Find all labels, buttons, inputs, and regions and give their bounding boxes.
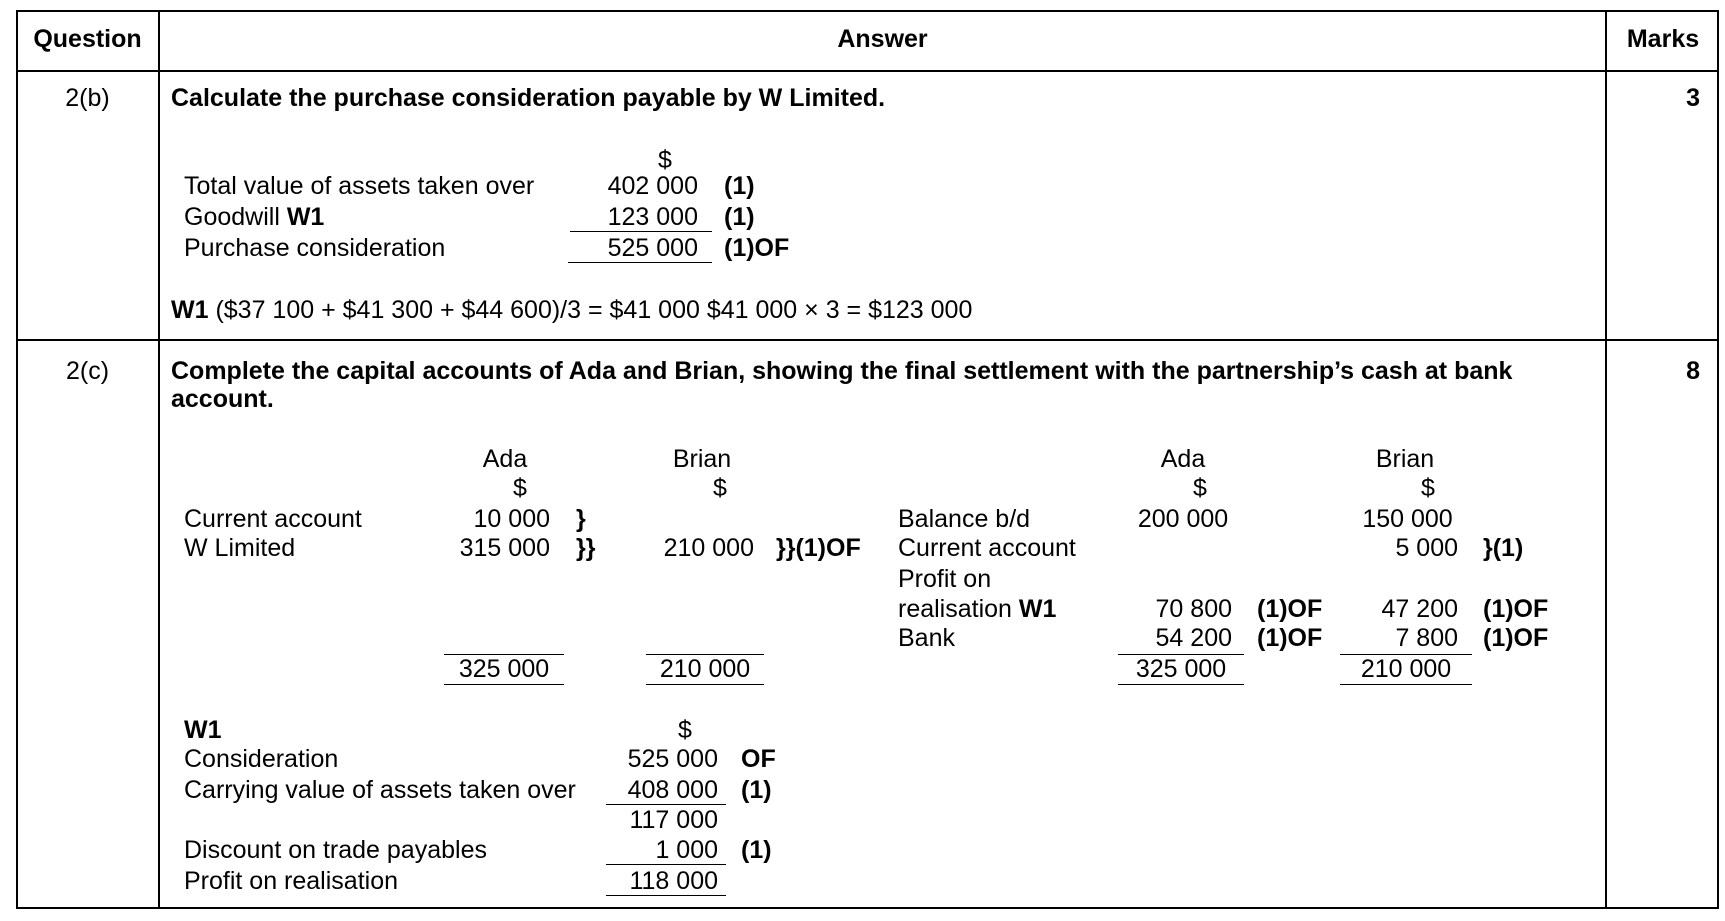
row-divider: [16, 339, 1719, 341]
row-mark: (1)OF: [1257, 624, 1323, 652]
credit-current-account-label: Current account: [898, 534, 1076, 562]
question-2c-marks: 8: [1686, 357, 1700, 385]
working-amount: 117 000: [629, 806, 718, 834]
working-label: Discount on trade payables: [184, 836, 487, 864]
row-label: Total value of assets taken over: [184, 172, 535, 200]
brian-column-header: Brian: [672, 445, 732, 473]
brian-total-rule-bottom: [646, 684, 764, 685]
working-currency: $: [678, 716, 692, 744]
debit-current-account-label: Current account: [184, 505, 362, 533]
row-mark: (1): [724, 203, 755, 231]
row-amount: 123 000: [607, 203, 698, 231]
question-2b-marks: 3: [1686, 84, 1700, 112]
credit-brian-amount: 7 800: [1395, 624, 1458, 652]
ada-column-header: Ada: [482, 445, 528, 473]
credit-realisation-label: realisation W1: [898, 595, 1057, 623]
working-label: Profit on realisation: [184, 867, 399, 895]
credit-brian-amount: 47 200: [1381, 595, 1458, 623]
brian-currency: $: [1421, 474, 1435, 502]
header-answer: Answer: [837, 25, 928, 53]
total-rule: [606, 895, 726, 896]
credit-ada-amount: 200 000: [1137, 505, 1229, 533]
row-mark: (1): [741, 836, 772, 864]
credit-ada-total: 325 000: [1135, 655, 1227, 683]
row-mark: (1): [724, 172, 755, 200]
question-number-2c: 2(c): [65, 357, 110, 385]
marks-column-divider: [1605, 10, 1607, 909]
ada-total-rule-bottom: [444, 684, 564, 685]
debit-ada-total: 325 000: [458, 655, 550, 683]
working-amount: 1 000: [655, 836, 718, 864]
credit-bank-label: Bank: [898, 624, 955, 652]
credit-ada-amount: 70 800: [1155, 595, 1232, 623]
ada-total-rule-bottom: [1118, 684, 1244, 685]
question-number-2b: 2(b): [65, 84, 110, 112]
credit-brian-amount: 5 000: [1395, 534, 1458, 562]
question-2c-prompt-line1: Complete the capital accounts of Ada and Brian, showing the final settlement with the partnership’s cash at bank: [171, 357, 1513, 385]
credit-ada-amount: 54 200: [1155, 624, 1232, 652]
question-column-divider: [158, 10, 160, 909]
working-label: Consideration: [184, 745, 339, 773]
row-mark: (1)OF: [1483, 624, 1549, 652]
row-mark: (1)OF: [1257, 595, 1323, 623]
question-2c-prompt-line2: account.: [171, 385, 274, 413]
working-title: W1: [184, 716, 222, 744]
subtotal-rule: [606, 864, 726, 865]
working-2b: W1 ($37 100 + $41 300 + $44 600)/3 = $41 000 $41 000 × 3 = $123 000: [171, 296, 973, 324]
subtotal-rule: [570, 231, 712, 232]
row-label: Goodwill W1: [184, 203, 325, 231]
debit-brian-amount: 210 000: [663, 534, 754, 562]
brian-column-header: Brian: [1375, 445, 1435, 473]
credit-balance-label: Balance b/d: [898, 505, 1031, 533]
row-mark: (1)OF: [724, 234, 790, 262]
header-question: Question: [33, 25, 142, 53]
brace-mark: }: [576, 505, 586, 533]
row-amount: 525 000: [607, 234, 698, 262]
working-amount: 408 000: [627, 776, 718, 804]
brian-total-rule-bottom: [1340, 684, 1472, 685]
currency-header: $: [658, 146, 672, 174]
header-divider: [16, 70, 1719, 72]
working-label: Carrying value of assets taken over: [184, 776, 576, 804]
subtotal-rule: [606, 804, 726, 805]
row-amount: 402 000: [607, 172, 698, 200]
brace-mark: }}: [576, 534, 596, 562]
header-marks: Marks: [1626, 25, 1700, 53]
debit-brian-total: 210 000: [659, 655, 751, 683]
ada-column-header: Ada: [1160, 445, 1206, 473]
credit-brian-amount: 150 000: [1362, 505, 1453, 533]
row-label: Purchase consideration: [184, 234, 446, 262]
row-mark: }(1): [1483, 534, 1524, 562]
working-amount: 525 000: [627, 745, 718, 773]
question-2b-prompt: Calculate the purchase consideration payable by W Limited.: [171, 84, 886, 112]
brian-currency: $: [713, 474, 727, 502]
debit-ada-amount: 10 000: [473, 505, 550, 533]
row-mark: (1)OF: [1483, 595, 1549, 623]
row-mark: (1): [741, 776, 772, 804]
ada-currency: $: [513, 474, 527, 502]
working-amount: 118 000: [629, 867, 718, 895]
row-mark: OF: [741, 745, 776, 773]
debit-ada-amount: 315 000: [459, 534, 550, 562]
credit-profit-label: Profit on: [898, 565, 992, 593]
ada-currency: $: [1193, 474, 1207, 502]
debit-w-limited-label: W Limited: [184, 534, 296, 562]
credit-brian-total: 210 000: [1360, 655, 1452, 683]
row-mark: }}(1)OF: [776, 534, 861, 562]
total-rule: [568, 262, 712, 263]
